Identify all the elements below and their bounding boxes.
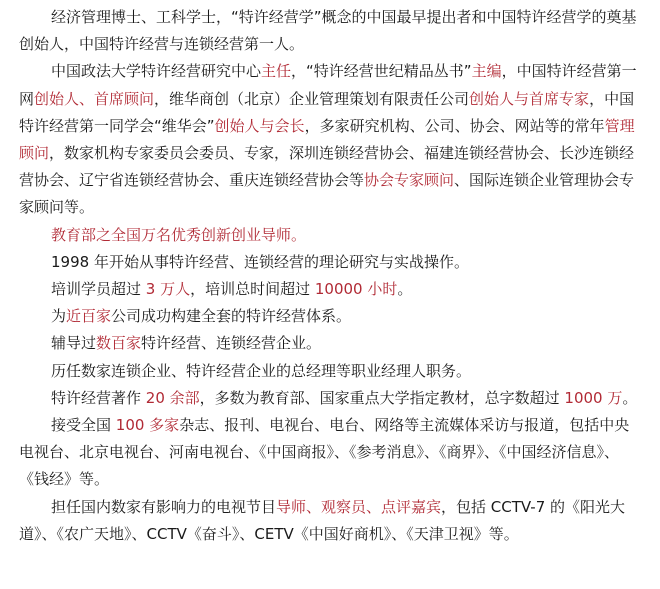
- body-text: 担任国内数家有影响力的电视节目: [51, 497, 277, 516]
- highlight-text: 导师、观察员、点评嘉宾: [276, 497, 442, 516]
- paragraph-2: [19, 58, 641, 221]
- body-text: ，“特许经营世纪精品丛书”: [291, 62, 472, 81]
- body-text: 特许经营、连锁经营企业。: [141, 334, 322, 353]
- paragraph-9: [19, 385, 641, 412]
- highlight-text: 主编: [471, 62, 502, 81]
- highlight-text: 创始人与首席专家: [469, 89, 590, 108]
- paragraph-4: [19, 249, 641, 276]
- body-text: 经济管理博士、工科学士，“特许经营学”概念的中国最早提出者和中国特许经营学的奠基创始人，中国特许经营与连锁经营第一人。: [19, 8, 637, 54]
- highlight-text: 教育部之全国万名优秀创新创业导师。: [51, 225, 307, 244]
- highlight-text: 协会专家顾问: [364, 171, 455, 190]
- body-text: ，多数为教育部、国家重点大学指定教材，总字数超过: [199, 388, 565, 407]
- body-text: ，包括 CCTV-7 的《阳光大道》、《农广天地》、CCTV《奋斗》、CETV《中国好商机》、《天津卫视》等。: [19, 497, 626, 543]
- body-text: 培训学员超过: [51, 280, 146, 299]
- paragraph-11: [19, 494, 641, 548]
- paragraph-10: [19, 412, 641, 494]
- paragraph-8: [19, 358, 641, 385]
- body-text: 。: [622, 388, 638, 407]
- highlight-text: 创始人与会长: [214, 116, 305, 135]
- body-text: ，数家机构专家委员会委员、专家，深圳连锁经营协会、福建连锁经营协会、长沙连锁经营协会、辽宁省连锁经营协会、重庆连锁经营协会等: [19, 144, 635, 190]
- body-text: 辅导过: [51, 334, 97, 353]
- body-text: 杂志、报刊、电视台、电台、网络等主流媒体采访与报道，包括中央电视台、北京电视台、河南电视台、《中国商报》、《参考消息》、《商界》、《中国经济信息》、《钱经》等。: [19, 416, 630, 489]
- highlight-text: 创始人、首席顾问: [34, 89, 155, 108]
- biography-document: [19, 0, 641, 548]
- body-text: 中国政法大学特许经营研究中心: [51, 62, 262, 81]
- highlight-text: 管理顾问: [19, 116, 635, 163]
- body-text: ，多家研究机构、公司、协会、网站等的常年: [304, 116, 605, 135]
- body-text: 、国际连锁企业管理协会专家顾问等。: [19, 171, 635, 217]
- highlight-text: 近百家: [66, 307, 112, 326]
- highlight-text: 1000 万: [564, 388, 623, 407]
- paragraph-7: [19, 330, 641, 357]
- highlight-text: 3 万人: [145, 280, 191, 299]
- paragraph-6: [19, 303, 641, 330]
- highlight-text: 20 余部: [145, 388, 200, 407]
- highlight-text: 10000 小时: [314, 280, 398, 299]
- paragraph-3: [19, 222, 641, 249]
- paragraph-5: [19, 276, 641, 303]
- body-text: 公司成功构建全套的特许经营体系。: [111, 307, 352, 326]
- body-text: ，维华商创（北京）企业管理策划有限责任公司: [154, 89, 470, 108]
- body-text: 历任数家连锁企业、特许经营企业的总经理等职业经理人职务。: [51, 361, 472, 380]
- body-text: 特许经营著作: [51, 388, 146, 407]
- body-text: ，中国特许经营第一同学会“维华会”: [19, 89, 635, 135]
- body-text: 接受全国: [51, 416, 116, 435]
- body-text: 。: [397, 280, 413, 299]
- body-text: ，中国特许经营第一网: [19, 62, 637, 108]
- highlight-text: 100 多家: [115, 416, 180, 435]
- paragraph-1: [19, 4, 641, 58]
- highlight-text: 数百家: [96, 334, 142, 353]
- body-text: 为: [51, 307, 67, 326]
- highlight-text: 主任: [261, 62, 292, 81]
- body-text: 1998 年开始从事特许经营、连锁经营的理论研究与实战操作。: [51, 252, 469, 271]
- body-text: ，培训总时间超过: [190, 280, 315, 299]
